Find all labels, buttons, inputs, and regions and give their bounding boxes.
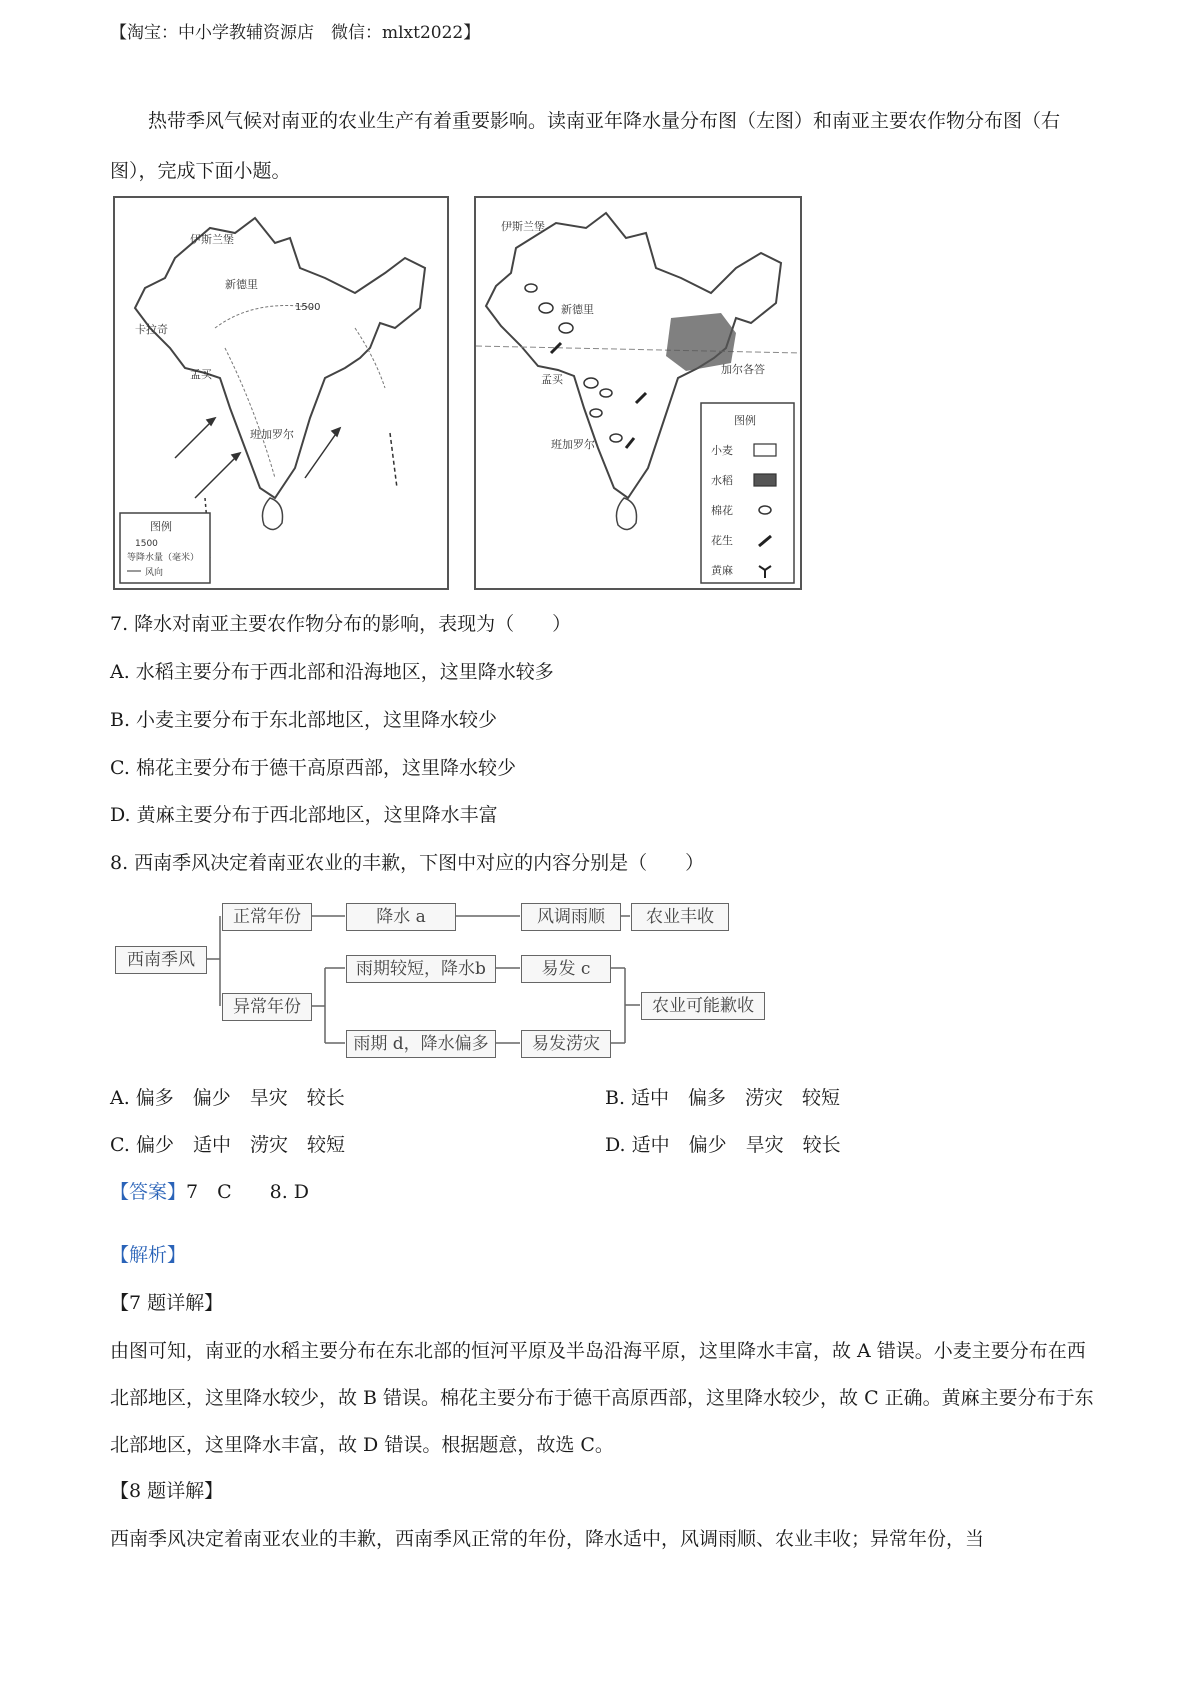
legend-rice-label: 水稻 (711, 474, 733, 487)
q8-detail-title: 【8 题详解】 (110, 1480, 224, 1502)
q8-option-a: A. 偏多 偏少 旱灾 较长 (110, 1087, 345, 1109)
legend-peanut-label: 花生 (711, 534, 733, 547)
q8-stem: 8. 西南季风决定着南亚农业的丰歉，下图中对应的内容分别是（ ） (110, 852, 705, 874)
flow-normal-result: 风调雨顺 (521, 903, 621, 931)
crop-map-label-islamabad: 伊斯兰堡 (501, 220, 545, 233)
flow-normal-final: 农业丰收 (631, 903, 729, 931)
flow-abnormal-year: 异常年份 (222, 993, 312, 1021)
right-legend-title: 图例 (734, 414, 756, 427)
flow-normal-year: 正常年份 (222, 903, 312, 931)
q7-detail-title: 【7 题详解】 (110, 1292, 224, 1314)
q8-option-c: C. 偏少 适中 涝灾 较短 (110, 1134, 345, 1156)
flow-normal-rain: 降水 a (346, 903, 456, 931)
flow-abnormal-short: 雨期较短，降水b (346, 955, 496, 983)
crop-map-label-newdelhi: 新德里 (561, 303, 594, 316)
map-label-islamabad: 伊斯兰堡 (190, 233, 234, 246)
answer-line (110, 1180, 309, 1204)
flow-abnormal-final: 农业可能歉收 (641, 992, 765, 1020)
intro-paragraph: 热带季风气候对南亚的农业生产有着重要影响。读南亚年降水量分布图（左图）和南亚主要农作物分布图（右图），完成下面小题。 (110, 110, 1061, 182)
left-legend-title: 图例 (150, 520, 172, 533)
crop-map-label-kolkata: 加尔各答 (721, 363, 765, 376)
q8-detail-text: 西南季风决定着南亚农业的丰歉，西南季风正常的年份，降水适中，风调雨顺、农业丰收；异常年份，当 (110, 1528, 985, 1550)
flow-root: 西南季风 (115, 946, 207, 974)
map-isoline-label: 1500 (295, 302, 321, 313)
q8-option-d: D. 适中 偏少 旱灾 较长 (605, 1134, 841, 1156)
flow-abnormal-short-result: 易发 c (521, 955, 611, 983)
q7-option-c: C. 棉花主要分布于德干高原西部，这里降水较少 (110, 757, 516, 779)
crop-map (474, 196, 802, 590)
q7-stem: 7. 降水对南亚主要农作物分布的影响，表现为（ ） (110, 613, 572, 635)
map-label-karachi: 卡拉奇 (135, 323, 168, 336)
legend-jute-label: 黄麻 (711, 564, 733, 577)
legend-wheat-label: 小麦 (711, 444, 733, 457)
left-legend-item-2: 等降水量（毫米） (127, 553, 200, 563)
rainfall-map (113, 196, 449, 590)
analysis-label: 【解析】 (110, 1244, 187, 1266)
map-label-bangalore: 班加罗尔 (250, 428, 294, 441)
q8-option-b: B. 适中 偏多 涝灾 较短 (605, 1087, 841, 1109)
map-label-mumbai: 孟买 (190, 368, 212, 381)
crop-map-label-bangalore: 班加罗尔 (551, 438, 595, 451)
crop-map-label-mumbai: 孟买 (541, 373, 563, 386)
answer-label: 【答案】 (110, 1181, 187, 1203)
left-legend-item-1: 1500 (135, 539, 158, 549)
left-legend-item-3: 风向 (145, 568, 164, 578)
q7-option-a: A. 水稻主要分布于西北部和沿海地区，这里降水较多 (110, 661, 554, 683)
answer-text: 7 C 8. D (186, 1181, 310, 1203)
legend-cotton-label: 棉花 (711, 504, 733, 517)
flow-abnormal-long-result: 易发涝灾 (521, 1030, 611, 1058)
monsoon-flow-diagram (110, 888, 770, 1058)
q7-option-b: B. 小麦主要分布于东北部地区，这里降水较少 (110, 709, 498, 731)
map-label-newdelhi: 新德里 (225, 278, 258, 291)
q7-detail-text: 由图可知，南亚的水稻主要分布在东北部的恒河平原及半岛沿海平原，这里降水丰富，故 A 错误。小麦主要分布在西北部地区，这里降水较少，故 B 错误。棉花主要分布于德干高原西部，这里降水较少，故 C 正确。黄麻主要分布于东北部地区，这里降水丰富，故 D 错误。根据题意，故选 C。 (110, 1340, 1094, 1456)
q7-option-d: D. 黄麻主要分布于西北部地区，这里降水丰富 (110, 804, 498, 826)
flow-abnormal-long: 雨期 d，降水偏多 (346, 1030, 496, 1058)
page-header: 【淘宝：中小学教辅资源店 微信：mlxt2022】 (110, 23, 481, 43)
